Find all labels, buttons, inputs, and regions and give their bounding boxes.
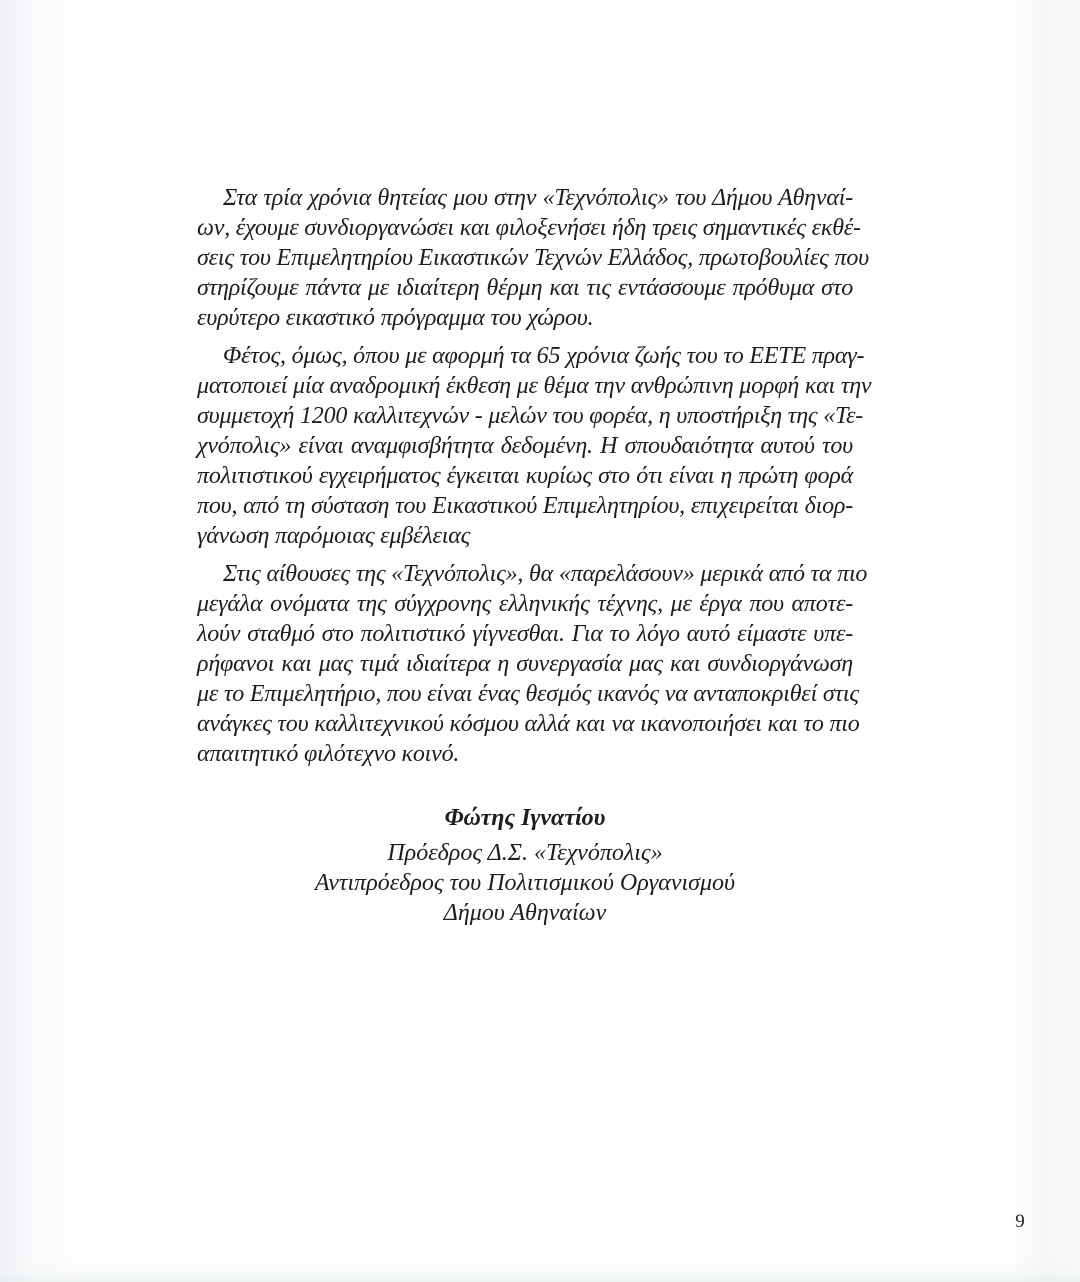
text-line: σεις του Επιμελητηρίου Εικαστικών Τεχνών Ελλάδος, πρωτοβουλίες που: [197, 245, 869, 271]
text-line: ευρύτερο εικαστικό πρόγραμμα του χώρου.: [197, 305, 594, 331]
page-number: 9: [1015, 1211, 1025, 1232]
paragraph: [197, 183, 869, 333]
signature-name: Φώτης Ιγνατίου: [444, 805, 606, 831]
text-line: γάνωση παρόμοιας εμβέλειας: [197, 523, 471, 549]
signature-title: Αντιπρόεδρος του Πολιτισμικού Οργανισμού: [314, 870, 736, 896]
text-line: πολιτιστικού εγχειρήματος έγκειται κυρίως στο ότι είναι η πρώτη φορά: [197, 463, 853, 489]
signature-block: [197, 803, 853, 928]
text-line: ανάγκες του καλλιτεχνικού κόσμου αλλά και να ικανοποιήσει και το πιο: [197, 711, 860, 737]
text-line: Στα τρία χρόνια θητείας μου στην «Τεχνόπολις» του Δήμου Αθηναί-: [223, 185, 853, 211]
text-line: ματοποιεί μία αναδρομική έκθεση με θέμα την ανθρώπινη μορφή και την: [197, 373, 872, 399]
text-line: που, από τη σύσταση του Εικαστικού Επιμελητηρίου, επιχειρείται διορ-: [197, 493, 853, 519]
text-line: Στις αίθουσες της «Τεχνόπολις», θα «παρελάσουν» μερικά από τα πιο: [223, 561, 868, 587]
body-text: [197, 183, 872, 769]
text-line: απαιτητικό φιλότεχνο κοινό.: [197, 741, 460, 767]
signature-title: Πρόεδρος Δ.Σ. «Τεχνόπολις»: [387, 840, 663, 866]
text-line: μεγάλα ονόματα της σύγχρονης ελληνικής τέχνης, με έργα που αποτε-: [197, 591, 853, 617]
text-line: ρήφανοι και μας τιμά ιδιαίτερα η συνεργασία μας και συνδιοργάνωση: [197, 651, 853, 677]
paragraph: [197, 341, 872, 551]
text-line: με το Επιμελητήριο, που είναι ένας θεσμός ικανός να ανταποκριθεί στις: [197, 681, 859, 707]
signature-title: Δήμου Αθηναίων: [443, 900, 607, 926]
paragraph: [197, 559, 868, 769]
text-line: ων, έχουμε συνδιοργανώσει και φιλοξενήσει ήδη τρεις σημαντικές εκθέ-: [197, 215, 861, 241]
text-line: λούν σταθμό στο πολιτιστικό γίγνεσθαι. Για το λόγο αυτό είμαστε υπε-: [197, 621, 853, 647]
text-line: στηρίζουμε πάντα με ιδιαίτερη θέρμη και τις εντάσσουμε πρόθυμα στο: [197, 275, 853, 301]
text-line: χνόπολις» είναι αναμφισβήτητα δεδομένη. Η σπουδαιότητα αυτού του: [197, 433, 853, 459]
text-line: συμμετοχή 1200 καλλιτεχνών - μελών του φορέα, η υποστήριξη της «Τε-: [197, 403, 864, 429]
text-line: Φέτος, όμως, όπου με αφορμή τα 65 χρόνια ζωής του το ΕΕΤΕ πραγ-: [223, 343, 865, 369]
